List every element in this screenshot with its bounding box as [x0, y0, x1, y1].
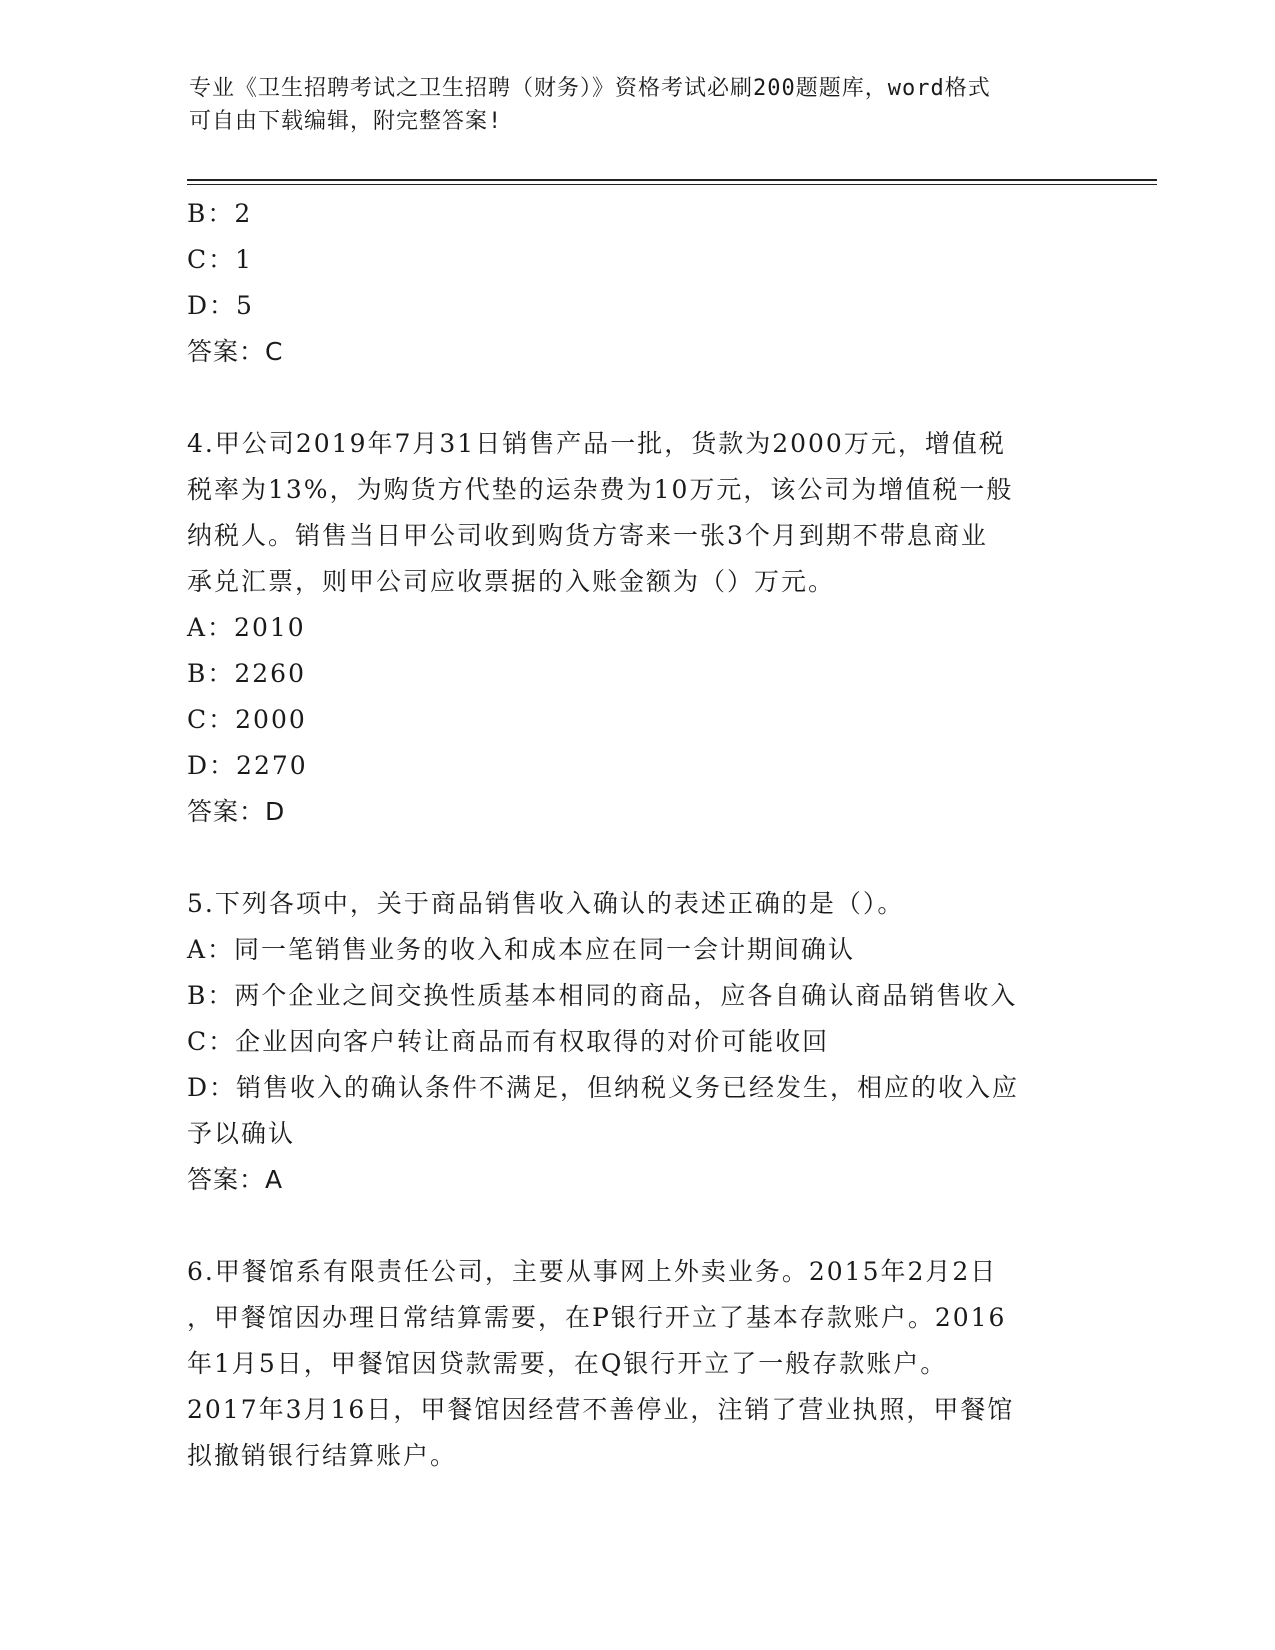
q5-option-d-line-1: D：销售收入的确认条件不满足，但纳税义务已经发生，相应的收入应	[187, 1073, 1020, 1102]
q5-stem-line-1: 5.下列各项中，关于商品销售收入确认的表述正确的是（）。	[187, 889, 905, 918]
question-3	[187, 191, 1087, 375]
q4-answer: 答案：D	[187, 797, 286, 826]
q4-option-c: C：2000	[187, 705, 307, 734]
question-content	[187, 191, 1087, 1479]
question-6	[187, 1249, 1087, 1479]
q6-stem-line-1: 6.甲餐馆系有限责任公司，主要从事网上外卖业务。2015年2月2日	[187, 1257, 998, 1286]
q4-stem-line-3: 纳税人。销售当日甲公司收到购货方寄来一张3个月到期不带息商业	[187, 521, 988, 550]
spacer	[187, 835, 1087, 881]
header-divider-thin	[187, 184, 1157, 185]
page-header	[189, 72, 1089, 138]
header-title-line-1: 专业《卫生招聘考试之卫生招聘（财务）》资格考试必刷200题题库，word格式	[189, 76, 991, 101]
q6-stem-line-3: 年1月5日，甲餐馆因贷款需要，在Q银行开立了一般存款账户。	[187, 1349, 948, 1378]
q4-option-b: B：2260	[187, 659, 306, 688]
q3-answer: 答案：C	[187, 337, 284, 366]
q5-option-d-line-2: 予以确认	[187, 1119, 296, 1148]
q6-stem-line-4: 2017年3月16日，甲餐馆因经营不善停业，注销了营业执照，甲餐馆	[187, 1395, 1015, 1424]
question-4	[187, 421, 1087, 835]
spacer	[187, 1203, 1087, 1249]
spacer	[187, 375, 1087, 421]
question-5	[187, 881, 1087, 1203]
q4-stem-line-4: 承兑汇票，则甲公司应收票据的入账金额为（）万元。	[187, 567, 836, 596]
q3-option-d: D：5	[187, 291, 254, 320]
q6-stem-line-5: 拟撤销银行结算账户。	[187, 1441, 458, 1470]
q5-option-c: C：企业因向客户转让商品而有权取得的对价可能收回	[187, 1027, 830, 1056]
q4-option-d: D：2270	[187, 751, 308, 780]
q4-option-a: A：2010	[187, 613, 306, 642]
q4-stem-line-1: 4.甲公司2019年7月31日销售产品一批，货款为2000万元，增值税	[187, 429, 1006, 458]
q3-option-b: B：2	[187, 199, 253, 228]
q5-answer: 答案：A	[187, 1165, 284, 1194]
q6-stem-line-2: ，甲餐馆因办理日常结算需要，在P银行开立了基本存款账户。2016	[187, 1303, 1007, 1332]
q5-option-b: B：两个企业之间交换性质基本相同的商品，应各自确认商品销售收入	[187, 981, 1018, 1010]
header-title-line-2: 可自由下载编辑，附完整答案!	[189, 109, 503, 134]
header-divider-thick	[187, 179, 1157, 181]
q3-option-c: C：1	[187, 245, 254, 274]
q5-option-a: A：同一笔销售业务的收入和成本应在同一会计期间确认	[187, 935, 856, 964]
q4-stem-line-2: 税率为13%，为购货方代垫的运杂费为10万元，该公司为增值税一般	[187, 475, 1014, 504]
